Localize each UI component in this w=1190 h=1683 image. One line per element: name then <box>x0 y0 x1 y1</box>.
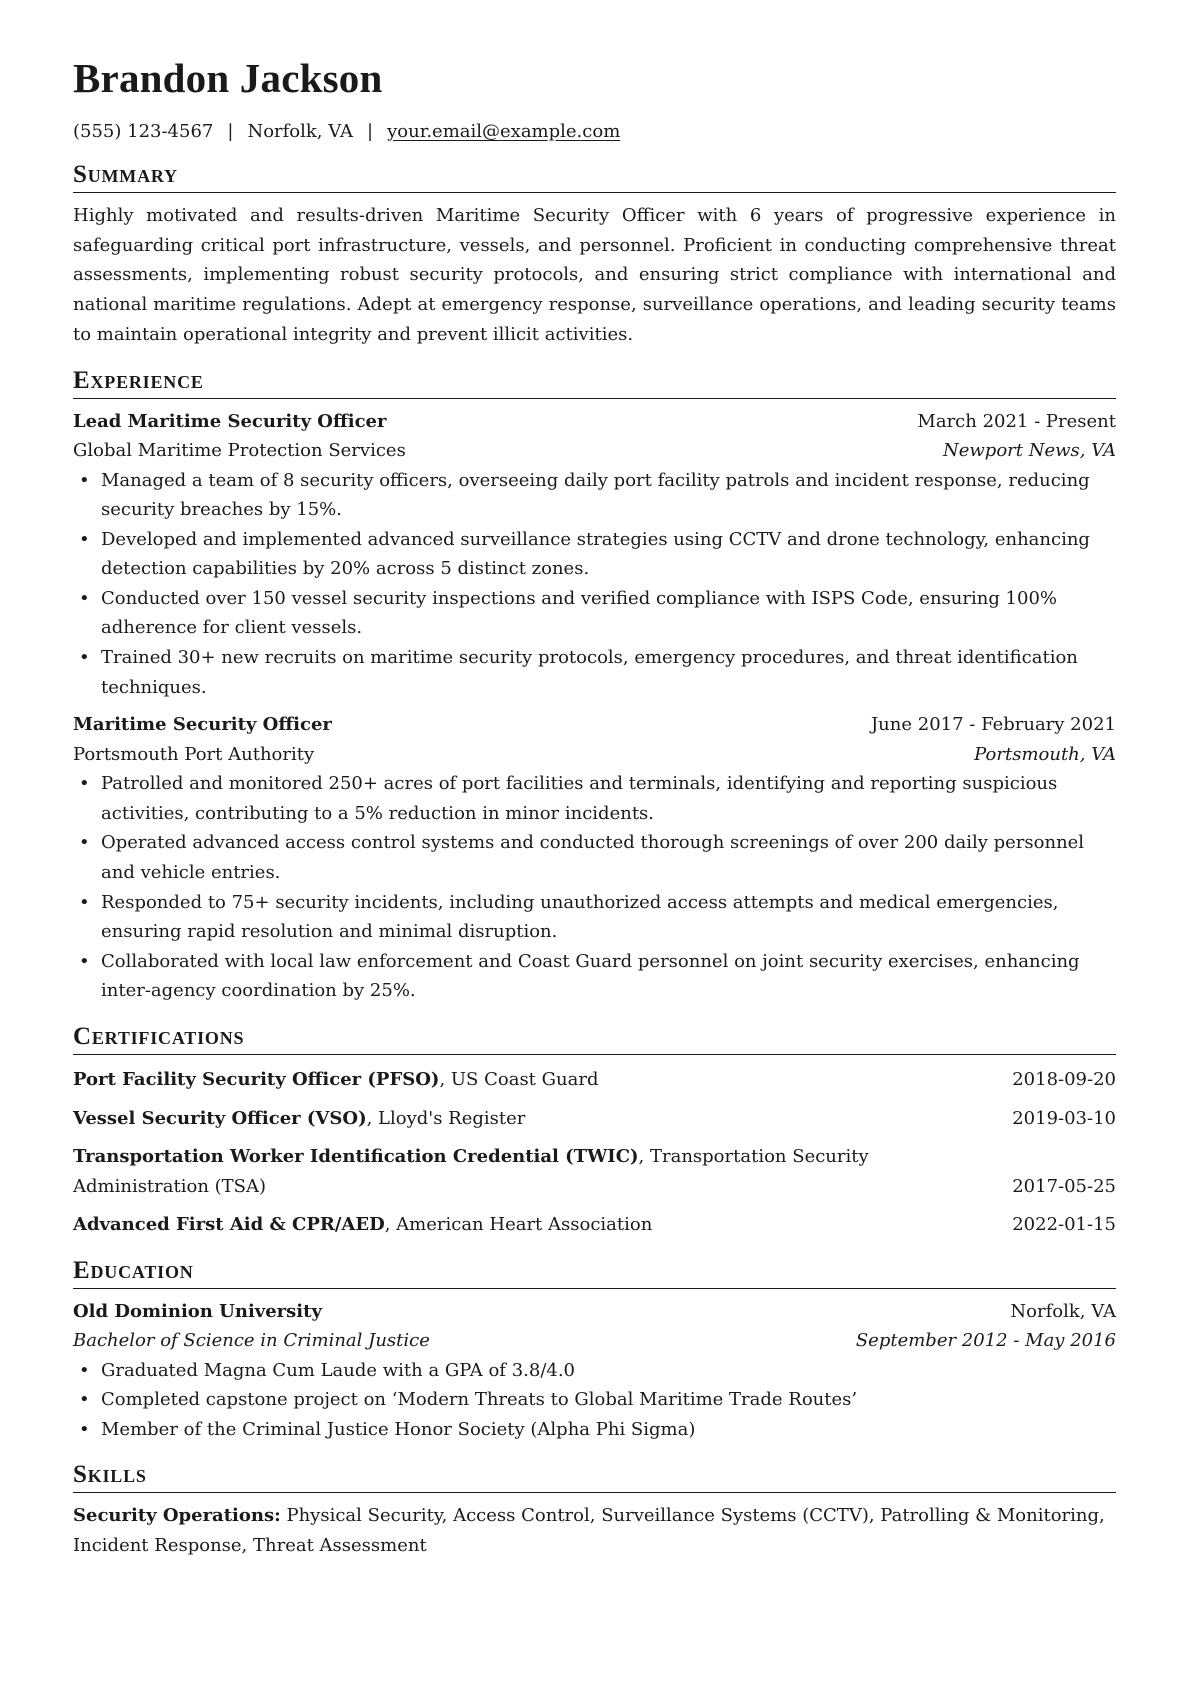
skills-list: Physical Security, Access Control, Surveillance Systems (CCTV), Patrolling & Monitoring, Incident Response, Threat Assessment <box>73 1505 1105 1556</box>
job-title: Lead Maritime Security Officer <box>73 410 387 432</box>
section-title-skills: Skills <box>73 1462 1116 1493</box>
candidate-name: Brandon Jackson <box>73 55 383 101</box>
education-bullets <box>73 1356 1116 1445</box>
list-item: • Member of the Criminal Justice Honor Society (Alpha Phi Sigma) <box>73 1415 1116 1445</box>
certification-issuer: , American Heart Association <box>384 1214 653 1236</box>
certification-name: Advanced First Aid & CPR/AED <box>73 1214 385 1236</box>
certification-name: Port Facility Security Officer (PFSO) <box>73 1069 440 1091</box>
list-item: • Responded to 75+ security incidents, including unauthorized access attempts and medical emergencies, ensuring rapid resolution and minimal disruption. <box>73 888 1116 947</box>
section-title-experience: Experience <box>73 368 1116 399</box>
job-bullets <box>73 769 1116 1006</box>
skills-label: Security Operations: <box>73 1505 281 1527</box>
list-item: • Managed a team of 8 security officers, overseeing daily port facility patrols and incident response, reducing security breaches by 15%. <box>73 466 1116 525</box>
section-title-certifications: Certifications <box>73 1024 1116 1055</box>
section-title-summary: Summary <box>73 162 1116 193</box>
summary-section <box>73 162 1116 350</box>
list-item: • Patrolled and monitored 250+ acres of port facilities and terminals, identifying and reporting suspicious activities, contributing to a 5% reduction in minor incidents. <box>73 769 1116 828</box>
certification-date: 2019-03-10 <box>1012 1107 1116 1129</box>
list-item: • Graduated Magna Cum Laude with a GPA of 3.8/4.0 <box>73 1356 1116 1386</box>
certification-date: 2018-09-20 <box>1012 1069 1116 1091</box>
education-dates: September 2012 - May 2016 <box>855 1330 1116 1352</box>
certification-issuer: , Transportation Security Administration (TSA) <box>73 1146 869 1197</box>
list-item: • Completed capstone project on ‘Modern Threats to Global Maritime Trade Routes’ <box>73 1385 1116 1415</box>
certification-item <box>73 1065 1116 1095</box>
job-location: Newport News, VA <box>943 440 1116 462</box>
list-item: • Collaborated with local law enforcement and Coast Guard personnel on joint security exercises, enhancing inter-agency coordination by 25%. <box>73 947 1116 1006</box>
job-entry <box>73 407 1116 703</box>
school-location: Norfolk, VA <box>1010 1300 1116 1322</box>
location: Norfolk, VA <box>247 121 354 142</box>
certification-name: Vessel Security Officer (VSO) <box>73 1107 367 1129</box>
list-item: • Conducted over 150 vessel security inspections and verified compliance with ISPS Code, ensuring 100% adherence for client vessels. <box>73 584 1116 643</box>
certification-name: Transportation Worker Identification Credential (TWIC) <box>73 1146 639 1168</box>
list-item: • Trained 30+ new recruits on maritime security protocols, emergency procedures, and threat identification techniques. <box>73 643 1116 702</box>
certification-issuer: , US Coast Guard <box>439 1069 599 1091</box>
list-item: • Operated advanced access control systems and conducted thorough screenings of over 200 daily personnel and vehicle entries. <box>73 828 1116 887</box>
certifications-section <box>73 1024 1116 1240</box>
certification-item <box>73 1142 1116 1201</box>
phone-number: (555) 123-4567 <box>73 121 214 142</box>
certification-date: 2017-05-25 <box>1012 1175 1116 1197</box>
job-company: Global Maritime Protection Services <box>73 440 406 462</box>
education-section <box>73 1258 1116 1445</box>
job-dates: March 2021 - Present <box>917 410 1116 432</box>
job-dates: June 2017 - February 2021 <box>870 714 1116 736</box>
skills-section <box>73 1462 1116 1560</box>
summary-text: Highly motivated and results-driven Maritime Security Officer with 6 years of progressive experience in safeguarding critical port infrastructure, vessels, and personnel. Proficient in conducting comprehensive threat assessments, implementing robust security protocols, and ensuring strict compliance with international and national maritime regulations. Adept at emergency response, surveillance operations, and leading security teams to maintain operational integrity and prevent illicit activities. <box>73 205 1116 345</box>
section-title-education: Education <box>73 1258 1116 1289</box>
email-link[interactable]: your.email@example.com <box>387 121 621 142</box>
experience-section <box>73 368 1116 1007</box>
school-name: Old Dominion University <box>73 1300 322 1322</box>
list-item: • Developed and implemented advanced surveillance strategies using CCTV and drone technology, enhancing detection capabilities by 20% across 5 distinct zones. <box>73 525 1116 584</box>
certification-issuer: , Lloyd's Register <box>366 1107 526 1129</box>
certification-item <box>73 1210 1116 1240</box>
contact-separator: | <box>227 121 234 142</box>
certification-item <box>73 1104 1116 1134</box>
job-location: Portsmouth, VA <box>974 743 1116 765</box>
contact-line <box>73 121 1116 142</box>
skills-text <box>73 1501 1116 1560</box>
degree: Bachelor of Science in Criminal Justice <box>73 1330 430 1352</box>
job-company: Portsmouth Port Authority <box>73 743 315 765</box>
job-bullets <box>73 466 1116 703</box>
job-title: Maritime Security Officer <box>73 714 332 736</box>
job-entry <box>73 710 1116 1006</box>
contact-separator: | <box>367 121 374 142</box>
certification-date: 2022-01-15 <box>1012 1214 1116 1236</box>
